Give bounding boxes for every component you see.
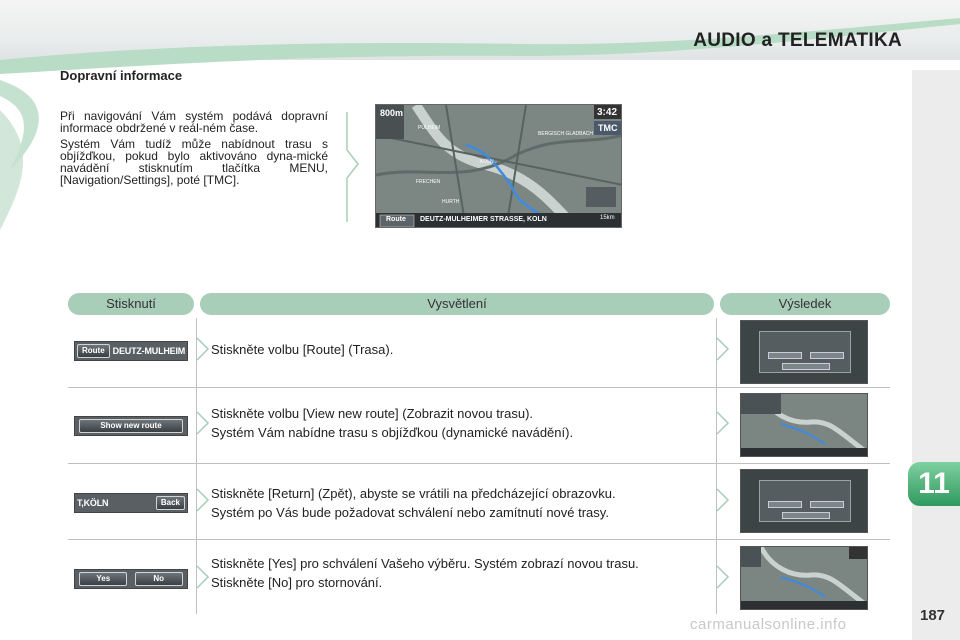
dialog-no xyxy=(810,352,844,359)
route-key: Route xyxy=(77,344,110,358)
explanation-line: Stiskněte volbu [Route] (Trasa). xyxy=(211,342,394,357)
nav-place-bergisch: BERGISCH GLADBACH xyxy=(538,131,594,137)
dialog-yes xyxy=(768,501,802,508)
dialog-show-route xyxy=(782,363,830,370)
dialog-box xyxy=(759,480,851,522)
intro-paragraph-1: Při navigování Vám systém podává dopravní informace obdržené v reál-ném čase. xyxy=(60,109,328,135)
back-key: Back xyxy=(156,496,185,510)
route-button-image xyxy=(74,341,188,361)
nav-street-name: DEUTZ-MULHEIMER STRASSE, KOLN xyxy=(420,216,547,223)
row-3-explanation xyxy=(211,487,711,525)
dialog-no xyxy=(810,501,844,508)
yes-key: Yes xyxy=(79,572,127,586)
nav-place-hurth: HURTH xyxy=(442,199,460,205)
back-button-image xyxy=(74,493,188,513)
nav-route-button: Route xyxy=(386,216,406,223)
chevron-icon xyxy=(716,488,730,512)
intro-text xyxy=(60,110,328,190)
explanation-line: Stiskněte volbu [View new route] (Zobrazit novou trasu). xyxy=(211,406,534,421)
explanation-line: Stiskněte [No] pro stornování. xyxy=(211,575,383,590)
navigation-screen-image xyxy=(375,104,622,228)
row-separator xyxy=(68,539,890,540)
nav-remaining: 15km xyxy=(600,215,615,221)
chapter-badge: 11 xyxy=(908,462,960,506)
dialog-yes xyxy=(768,352,802,359)
explanation-line: Systém Vám nabídne trasu s objížďkou (dynamické navádění). xyxy=(211,425,574,440)
show-new-route-button-image xyxy=(74,416,188,436)
no-key: No xyxy=(135,572,183,586)
chevron-icon xyxy=(716,337,730,361)
chevron-icon xyxy=(196,411,210,435)
row-separator xyxy=(68,387,890,388)
result-map-screen xyxy=(740,393,868,457)
row-2-explanation xyxy=(211,407,711,445)
chevron-icon xyxy=(716,565,730,589)
intro-paragraph-2: Systém Vám tudíž může nabídnout trasu s objížďkou, pokud bylo aktivováno dyna-mické navádění stisknutím tlačítka MENU, [Navigation/Settings], poté [TMC]. xyxy=(60,137,328,187)
nav-clock: 3:42 xyxy=(597,107,618,118)
dialog-box xyxy=(759,331,851,373)
result-map-graphic xyxy=(741,547,868,610)
result-dialog-screen xyxy=(740,469,868,533)
chevron-divider xyxy=(346,112,360,222)
chevron-icon xyxy=(196,337,210,361)
watermark: carmanualsonline.info xyxy=(690,616,847,633)
street-label: DEUTZ-MULHEIM xyxy=(112,346,186,356)
map-graphic xyxy=(376,105,622,228)
chevron-icon xyxy=(196,488,210,512)
column-header-result: Výsledek xyxy=(720,293,890,315)
nav-distance: 800m xyxy=(380,108,404,118)
explanation-line: Stiskněte [Yes] pro schválení Vašeho výběru. Systém zobrazí novou trasu. xyxy=(211,556,639,571)
page-title: AUDIO a TELEMATIKA xyxy=(693,30,902,51)
chevron-icon xyxy=(196,565,210,589)
chevron-icon xyxy=(716,411,730,435)
nav-place-koln: KOLN xyxy=(480,159,494,165)
column-header-explanation: Vysvětlení xyxy=(200,293,714,315)
row-separator xyxy=(68,463,890,464)
nav-place-frechen: FRECHEN xyxy=(416,179,441,185)
result-dialog-screen xyxy=(740,320,868,384)
yes-no-button-image xyxy=(74,569,188,589)
section-title: Dopravní informace xyxy=(60,68,183,83)
result-map-graphic xyxy=(741,394,868,457)
explanation-line: Systém po Vás bude požadovat schválení nebo zamítnutí nové trasy. xyxy=(211,505,609,520)
show-new-route-key: Show new route xyxy=(79,419,183,433)
right-rail xyxy=(912,70,960,640)
dialog-show-route xyxy=(782,512,830,519)
street-fragment: T,KÖLN xyxy=(77,498,109,508)
column-header-press: Stisknutí xyxy=(68,293,194,315)
nav-place-pulheim: PULHEIM xyxy=(418,125,441,131)
row-1-explanation xyxy=(211,343,711,362)
result-map-screen xyxy=(740,546,868,610)
row-4-explanation xyxy=(211,557,711,595)
nav-tmc-label: TMC xyxy=(598,123,618,133)
page-number: 187 xyxy=(920,607,946,624)
explanation-line: Stiskněte [Return] (Zpět), abyste se vrátili na předcházející obrazovku. xyxy=(211,486,616,501)
